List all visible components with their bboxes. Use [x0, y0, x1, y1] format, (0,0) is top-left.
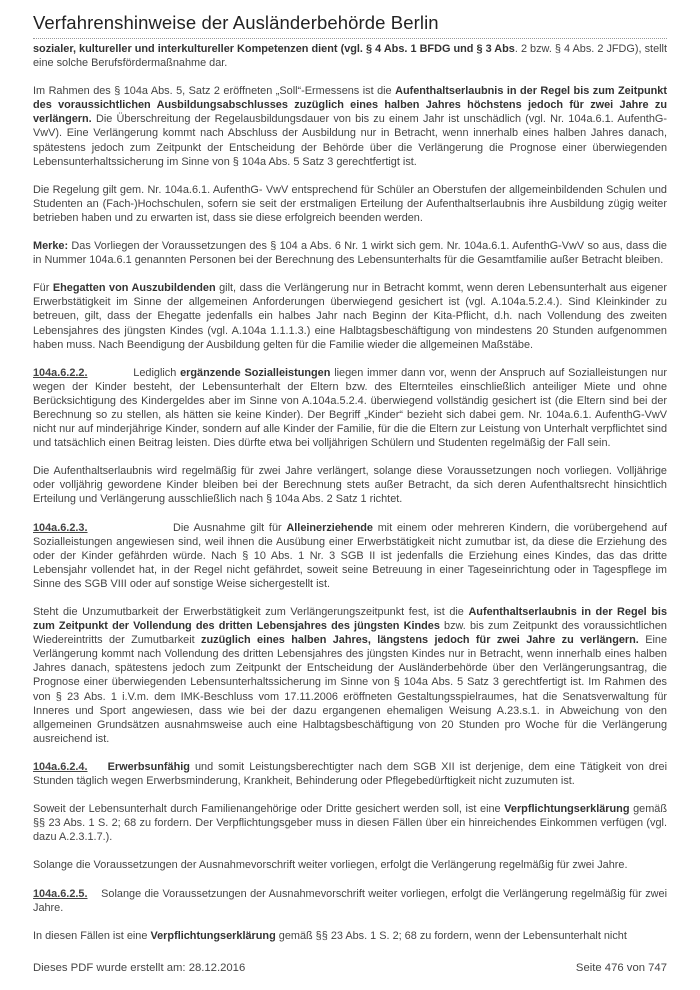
bold-text: Aufenthaltserlaubnis in der Regel bis zum Zeitpunkt der Vollendung des dritten Lebensjahres des jüngsten Kindes — [33, 606, 668, 633]
spacer — [88, 522, 173, 534]
bold-text: ergänzende Sozialleistungen — [180, 366, 331, 379]
page-header — [33, 12, 667, 39]
paragraph — [33, 605, 667, 746]
text-run: Soweit der Lebensunterhalt durch Familienangehörige oder Dritte gesichert werden soll, ist eine — [33, 803, 505, 816]
text-run: Die Aufenthaltserlaubnis wird regelmäßig für zwei Jahre verlängert, solange diese Voraussetzungen noch vorliegen. Volljährige oder volljährig gewordene Kinder bleiben bei der Berechnung stets außer Betracht, da sich deren Aufenthaltsrecht hinsichtlich Erteilung und Verlängerung ausschließlich nach § 104a Abs. 2 Satz 1 richtet. — [33, 465, 667, 506]
text-run: Solange die Voraussetzungen der Ausnahmevorschrift weiter vorliegen, erfolgt die Verlängerung regelmäßig für zwei Jahre. — [33, 859, 628, 872]
text-run: bzw. bis zum Zeitpunkt des voraussichtlichen Wiedereintritts der Zumutbarkeit — [33, 620, 667, 647]
text-run: gilt, dass die Verlängerung nur in Betracht kommt, wenn deren Lebensunterhalt aus eigener Erwerbstätigkeit im Sinne der allgemeinen Anforderungen überwiegend gesichert ist (vgl. A.104a.5.2.4.). Sind Kleinkinder zu betreuen, gilt, dass der Ehegatte jedenfalls ein halbes Jahr nach Beginn der Kita-Pflicht, d.h. nach Vollendung des zweiten Lebensjahres des jüngsten Kindes (vgl. A.104a 1.1.1.3.) eine Halbtagsbeschäftigung von mindestens 20 Stunden aufgenommen haben muss. Nach Beendigung der Ausbildung gelten für die Familie wieder die allgemeinen Maßstäbe. — [33, 282, 667, 351]
paragraph — [33, 929, 667, 943]
text-run: . 2 bzw. § 4 Abs. 2 JFDG), stellt eine solche Berufsfördermaßnahme dar. — [33, 43, 667, 70]
page-footer — [33, 962, 667, 974]
bold-text: Ehegatten von Auszubildenden — [52, 282, 216, 295]
paragraph — [33, 42, 667, 70]
section-number: 104a.6.2.3. — [33, 521, 88, 534]
text-run: Eine Verlängerung kommt nach Vollendung des dritten Lebensjahres des jüngsten Kindes nur in Betracht, wenn innerhalb eines halben Jahres danach, spätestens jedoch zum Zeitpunkt der Entscheidung der Ausländerbehörde über den Verlängerungsantrag, die Prognose einer überwiegenden Lebensunterhaltssicherung im Sinne von § 104a Abs. 5 Satz 3 gerechtfertigt ist. Im Rahmen des von § 23 Abs. 1 i.V.m. dem IMK-Beschluss vom 17.11.2006 eröffneten Gestaltungsspielraumes, hat die Senatsverwaltung für Inneres und Sport angewiesen, dass wie bei der dazu ergangenen ehemaligen Weisung A.23.s.1. in Abweichung von den allgemeinen Grundsätzen ausnahmsweise auch eine Halbtagsbeschäftigung von 20 Stunden pro Woche für die Verlängerung ausreichend ist. — [33, 634, 668, 745]
text-run: Die Ausnahme gilt für — [172, 521, 287, 534]
paragraph — [33, 464, 667, 506]
paragraph — [33, 887, 667, 915]
text-run: gemäß §§ 23 Abs. 1 S. 2; 68 zu fordern, wenn der Lebensunterhalt nicht — [275, 929, 627, 942]
paragraph — [33, 281, 667, 351]
section-number: 104a.6.2.2. — [33, 366, 88, 379]
page-number: Seite 476 von 747 — [575, 962, 667, 974]
paragraph — [33, 183, 667, 225]
bold-text: Verpflichtungserklärung — [504, 803, 630, 816]
bold-text: Aufenthaltserlaubnis in der Regel bis zum Zeitpunkt des voraussichtlichen Ausbildungsabschlusses zuzüglich eines halben Jahres höchstens jedoch für zwei Jahre zu verlängern. — [33, 85, 667, 126]
paragraph — [33, 84, 667, 169]
paragraph — [33, 858, 667, 872]
text-run: Das Vorliegen der Voraussetzungen des § 104 a Abs. 6 Nr. 1 wirkt sich gem. Nr. 104a.6.1. AufenthG-VwV so aus, dass die in Nummer 104a.6.1 genannten Personen bei der Berechnung des Lebensunterhalts für die Gesamtfamilie außer Betracht bleiben. — [33, 240, 667, 267]
paragraph — [33, 366, 667, 451]
section-number: 104a.6.2.5. — [33, 887, 88, 900]
spacer — [88, 888, 102, 900]
bold-text: zuzüglich eines halben Jahres, längstens jedoch für zwei Jahre zu verlängern. — [201, 634, 639, 647]
section-number: 104a.6.2.4. — [33, 760, 88, 773]
text-run: Für — [33, 282, 53, 295]
document-body — [33, 42, 667, 957]
bold-text: Verpflichtungserklärung — [150, 929, 276, 942]
paragraph — [33, 760, 667, 788]
text-run: Die Regelung gilt gem. Nr. 104a.6.1. AufenthG- VwV entsprechend für Schüler an Oberstufen der allgemeinbildenden Schulen und Studenten an (Fach-)Hochschulen, sofern sie seit der erstmaligen Erteilung der Aufenthaltserlaubnis ihre Ausbildung zügig weiter betrieben haben und zu erwarten ist, dass sie diese erfolgreich beenden werden. — [33, 183, 667, 224]
text-run: und somit Leistungsberechtigter nach dem SGB XII ist derjenige, dem eine Tätigkeit von drei Stunden täglich wegen Erwerbsminderung, Krankheit, Behinderung oder Pflegebedürftigkeit nicht zuzumuten ist. — [33, 760, 667, 788]
text-run: Die Überschreitung der Regelausbildungsdauer von bis zu einem Jahr ist unschädlich (vgl. Nr. 104a.6.1. AufenthG-VwV). Eine Verlängerung kommt nach Abschluss der Ausbildung nur in Betracht, wenn innerhalb eines halben Jahres danach, spätestens jedoch zum Zeitpunkt der Entscheidung der Behörde über die Verlängerung die Prognose einer überwiegenden Lebensunterhaltssicherung im Sinne von § 104a Abs. 5 Satz 3 gerechtfertigt ist. — [33, 113, 667, 168]
paragraph — [33, 239, 667, 267]
text-run: Steht die Unzumutbarkeit der Erwerbstätigkeit zum Verlängerungszeitpunkt fest, ist die — [33, 606, 469, 618]
text-run: Im Rahmen des § 104a Abs. 5, Satz 2 eröffneten „Soll“-Ermessens ist die — [33, 85, 396, 98]
created-date: Dieses PDF wurde erstellt am: 28.12.2016 — [33, 962, 246, 974]
text-run: liegen immer dann vor, wenn der Anspruch auf Sozialleistungen nur wegen der Kinder besteht, der Lebensunterhalt der Eltern bzw. des Elternteiles einschließlich anteiliger Miete und ohne Berücksichtigung des Kindergeldes aber im Sinne von A.104a.5.2.4. überwiegend vollständig gesichert ist (die Eltern sind bei der Berechnung so zu stellen, als hätten sie keine Kinder). Der Begriff „Kinder“ bezieht sich dabei gem. Nr. 104a.6.1. AufenthG-VwV nicht nur auf minderjährige Kinder, sondern auf alle Kinder der Familie, für die die Eltern zur Leistung von Unterhalt verpflichtet sind und tatsächlich einen Beitrag leisten. Dies dürfte etwa bei volljährigen Schülern und Studenten regelmäßig der Fall sein. — [33, 366, 667, 450]
spacer — [88, 761, 108, 773]
paragraph — [33, 802, 667, 844]
spacer — [88, 367, 134, 379]
page-title: Verfahrenshinweise der Ausländerbehörde Berlin — [33, 12, 439, 33]
text-run: mit einem oder mehreren Kindern, die vorübergehend auf Sozialleistungen angewiesen sind, weil ihnen die Ausübung einer Erwerbstätigkeit nicht zumutbar ist, da diese die Erziehung des oder der Kinder gefährden würde. Nach § 10 Abs. 1 Nr. 3 SGB II ist jedenfalls die Erziehung eines Kindes, das das dritte Lebensjahr vollendet hat, in der Regel nicht gefährdet, soweit seine Betreuung in einer Tageseinrichtung oder in Tagespflege im Sinne des SGB VIII oder auf sonstige Weise sichergestellt ist. — [33, 521, 668, 590]
bold-text: Erwerbsunfähig — [107, 760, 190, 773]
text-run: Lediglich — [133, 366, 181, 379]
bold-text: sozialer, kultureller und interkultureller Kompetenzen dient (vgl. § 4 Abs. 1 BFDG und § 3 Abs — [33, 43, 515, 55]
text-run: gemäß §§ 23 Abs. 1 S. 2; 68 zu fordern. Der Verpflichtungsgeber muss in diesen Fällen über ein hinreichendes Einkommen verfügen (vgl. dazu A.2.3.1.7.). — [33, 803, 667, 844]
bold-text: Alleinerziehende — [286, 521, 373, 534]
text-run: In diesen Fällen ist eine — [33, 929, 151, 942]
paragraph — [33, 521, 667, 591]
bold-text: Merke: — [33, 240, 69, 253]
text-run: Solange die Voraussetzungen der Ausnahmevorschrift weiter vorliegen, erfolgt die Verlängerung regelmäßig für zwei Jahre. — [33, 887, 667, 914]
